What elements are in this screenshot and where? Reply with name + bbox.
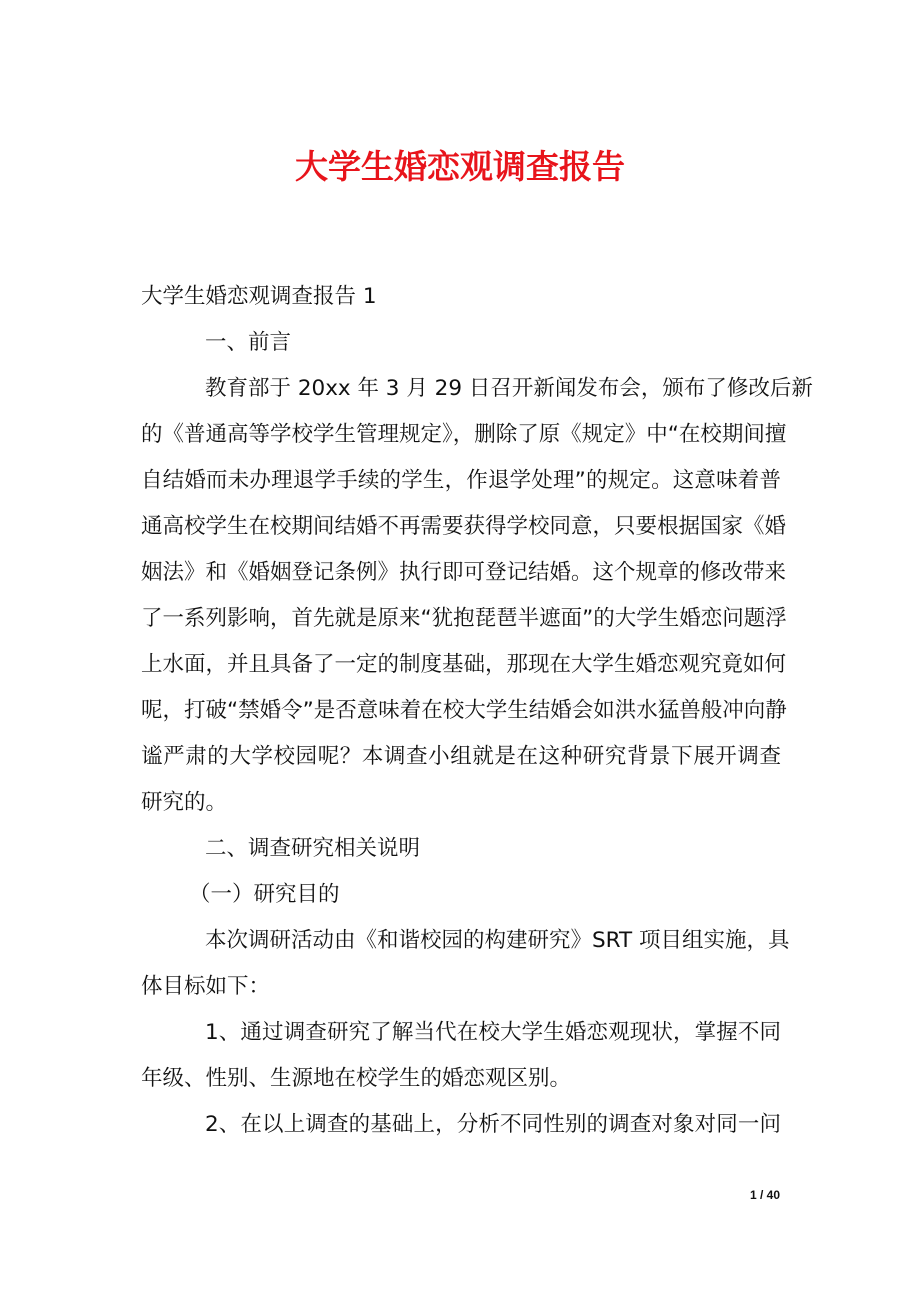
paragraph-line: 研究的。 bbox=[141, 790, 228, 815]
report-heading: 大学生婚恋观调查报告 1 bbox=[141, 284, 377, 309]
list-item-line: 2、在以上调查的基础上，分析不同性别的调查对象对同一问 bbox=[205, 1112, 781, 1137]
paragraph-line: 本次调研活动由《和谐校园的构建研究》SRT 项目组实施，具 bbox=[205, 928, 790, 953]
paragraph-line: 体目标如下： bbox=[141, 974, 271, 999]
paragraph-line: 的《普通高等学校学生管理规定》，删除了原《规定》中“在校期间擅 bbox=[141, 422, 787, 447]
paragraph-line: 姻法》和《婚姻登记条例》执行即可登记结婚。这个规章的修改带来 bbox=[141, 560, 787, 585]
paragraph-line: 上水面，并且具备了一定的制度基础，那现在大学生婚恋观究竟如何 bbox=[141, 652, 787, 677]
section-heading-survey-notes: 二、调查研究相关说明 bbox=[205, 836, 421, 861]
list-item-line: 年级、性别、生源地在校学生的婚恋观区别。 bbox=[141, 1066, 572, 1091]
subsection-heading-research-purpose: （一）研究目的 bbox=[189, 882, 340, 907]
section-heading-preface: 一、前言 bbox=[205, 330, 292, 355]
page-number: 1 / 40 bbox=[749, 1188, 780, 1202]
paragraph-line: 教育部于 20xx 年 3 月 29 日召开新闻发布会，颁布了修改后新 bbox=[205, 376, 813, 401]
paragraph-line: 自结婚而未办理退学手续的学生，作退学处理”的规定。这意味着普 bbox=[141, 468, 781, 493]
page-title: 大学生婚恋观调查报告 bbox=[295, 147, 625, 186]
document-body bbox=[141, 274, 813, 1148]
paragraph-line: 谧严肃的大学校园呢？本调查小组就是在这种研究背景下展开调查 bbox=[141, 744, 781, 769]
paragraph-line: 呢，打破“禁婚令”是否意味着在校大学生结婚会如洪水猛兽般冲向静 bbox=[141, 698, 787, 723]
list-item-line: 1、通过调查研究了解当代在校大学生婚恋观现状，掌握不同 bbox=[205, 1020, 781, 1045]
paragraph-line: 了一系列影响，首先就是原来“犹抱琵琶半遮面”的大学生婚恋问题浮 bbox=[141, 606, 787, 631]
paragraph-line: 通高校学生在校期间结婚不再需要获得学校同意，只要根据国家《婚 bbox=[141, 514, 787, 539]
